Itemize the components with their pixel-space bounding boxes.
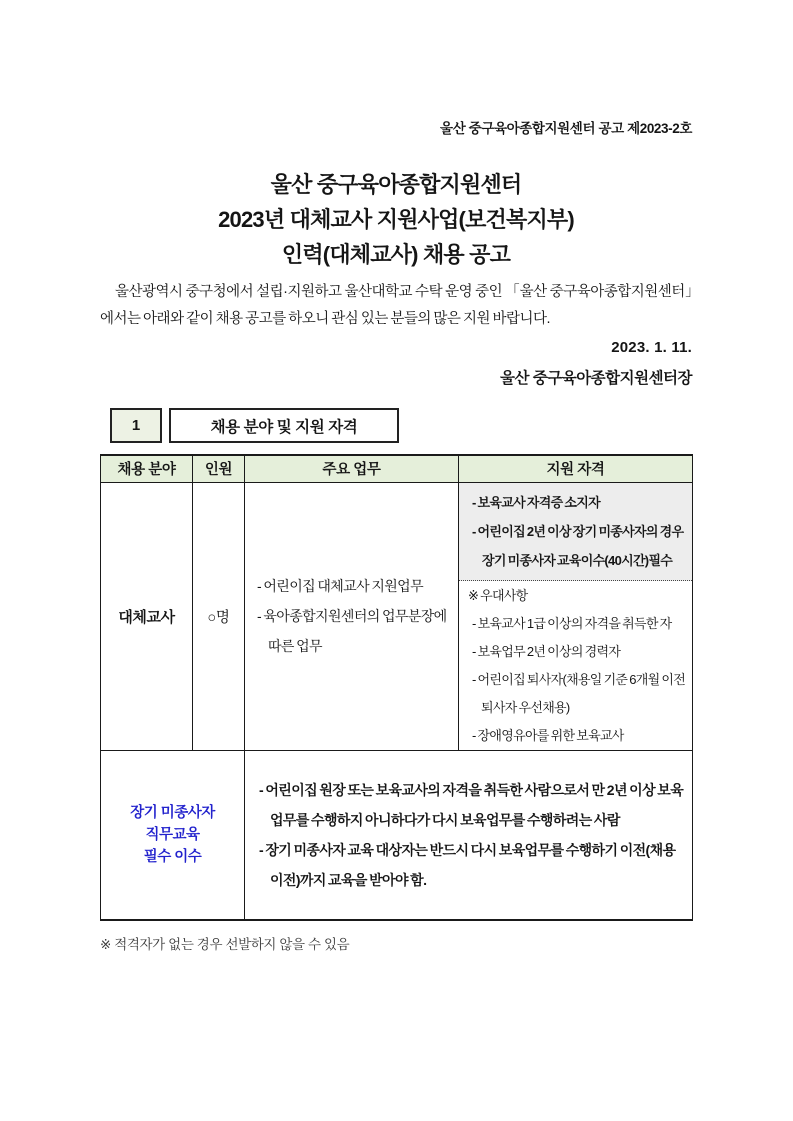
headcount-cell: ○명 xyxy=(193,482,245,750)
section-title-box: 채용 분야 및 지원 자격 xyxy=(169,408,399,443)
col-header-qualifications: 지원 자격 xyxy=(459,455,693,482)
preferred-item: - 어린이집 퇴사자(채용일 기준 6개월 이전 퇴사자 우선채용) xyxy=(472,671,686,715)
issuer-signature: 울산 중구육아종합지원센터장 xyxy=(500,370,692,387)
col-header-headcount: 인원 xyxy=(193,455,245,482)
required-item: - 보육교사 자격증 소지자 xyxy=(472,494,600,510)
duties-cell xyxy=(245,482,459,750)
education-detail-item: - 어린이집 원장 또는 보육교사의 자격을 취득한 사람으로서 만 2년 이상 보육업무를 수행하지 아니하다가 다시 보육업무를 수행하려는 사람 xyxy=(259,781,684,828)
duty-item: - 육아종합지원센터의 업무분장에 따른 업무 xyxy=(257,608,447,654)
education-detail-item: - 장기 미종사자 교육 대상자는 반드시 다시 보육업무를 수행하기 이전(채용 이전)까지 교육을 받아야 함. xyxy=(259,841,676,888)
section-header xyxy=(110,408,692,443)
recruitment-table xyxy=(100,454,693,921)
intro-paragraph: 울산광역시 중구청에서 설립·지원하고 울산대학교 수탁 운영 중인 「울산 중구육아종합지원센터」에서는 아래와 같이 채용 공고를 하오니 관심 있는 분들의 많은 지원 바랍니다. xyxy=(100,284,692,327)
education-detail-list xyxy=(255,775,686,895)
title-line-3: 인력(대체교사) 채용 공고 xyxy=(281,242,511,267)
preferred-item: - 보육교사 1급 이상의 자격을 취득한 자 xyxy=(472,615,672,631)
qualifications-preferred-box xyxy=(459,581,692,750)
required-item: - 어린이집 2년 이상 장기 미종사자의 경우 장기 미종사자 교육이수(40시간)필수 xyxy=(472,523,684,568)
document-title xyxy=(100,167,692,272)
title-line-2: 2023년 대체교사 지원사업(보건복지부) xyxy=(218,207,574,232)
announcement-date: 2023. 1. 11. xyxy=(611,339,692,356)
duties-list xyxy=(253,571,455,661)
title-line-1: 울산 중구육아종합지원센터 xyxy=(270,172,522,197)
education-label-line: 직무교육 xyxy=(145,826,200,843)
col-header-field: 채용 분야 xyxy=(101,455,193,482)
col-header-duties: 주요 업무 xyxy=(245,455,459,482)
table-row-substitute-teacher xyxy=(101,482,693,750)
announcement-number: 울산 중구육아종합지원센터 공고 제2023-2호 xyxy=(440,121,692,136)
preferred-title: ※ 우대사항 xyxy=(468,587,528,603)
footnote: ※ 적격자가 없는 경우 선발하지 않을 수 있음 xyxy=(100,937,350,952)
section-number-box: 1 xyxy=(110,408,162,443)
duty-item: - 어린이집 대체교사 지원업무 xyxy=(257,578,424,594)
education-detail-cell xyxy=(245,750,693,920)
education-label-cell xyxy=(101,750,245,920)
field-cell: 대체교사 xyxy=(101,482,193,750)
qualifications-required-box xyxy=(459,483,692,581)
education-label-line: 필수 이수 xyxy=(143,848,202,865)
table-header-row xyxy=(101,455,693,482)
education-label-line: 장기 미종사자 xyxy=(130,804,215,821)
preferred-item: - 보육업무 2년 이상의 경력자 xyxy=(472,643,621,659)
qualifications-cell xyxy=(459,482,693,750)
preferred-item: - 장애영유아를 위한 보육교사 xyxy=(472,727,624,743)
table-row-education-requirement xyxy=(101,750,693,920)
